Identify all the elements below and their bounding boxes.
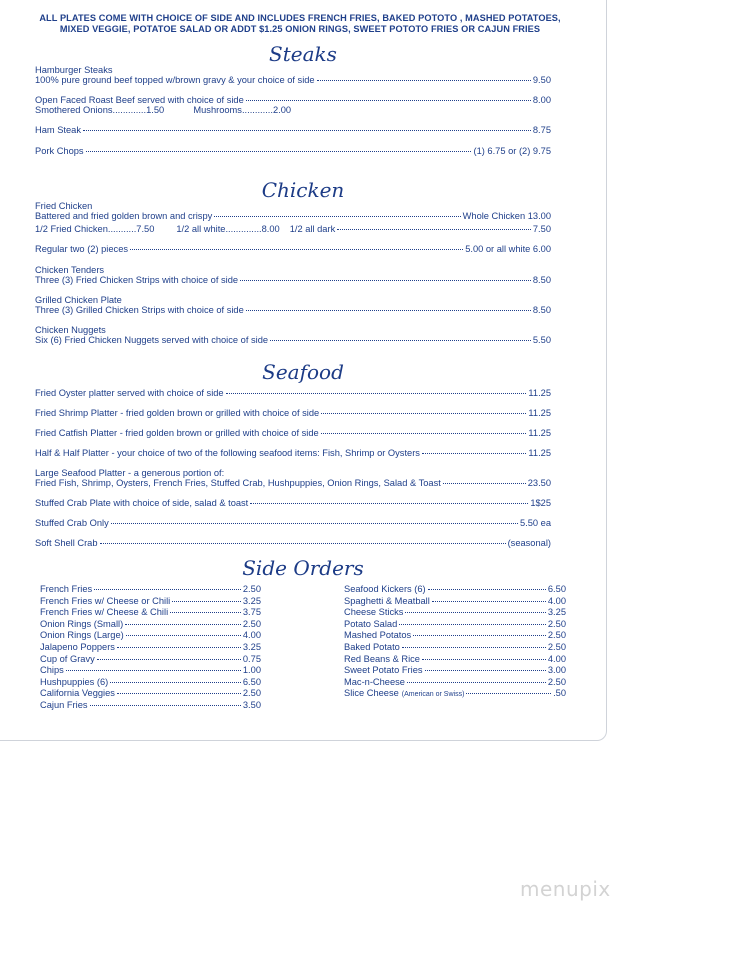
chicken-nuggets-title: Chicken Nuggets [35,325,106,335]
side-order-label: Slice Cheese [344,688,399,699]
side-order-item [344,654,566,665]
dot-leader [83,129,531,131]
item-price: 8.50 [532,305,551,315]
dot-leader [317,79,531,81]
side-order-label: Baked Potato [344,642,400,652]
side-order-label: French Fries w/ Cheese & Chili [40,607,169,618]
side-order-item [40,654,261,665]
menu-item-soft-shell-crab [35,538,551,549]
item-price: 8.50 [532,275,551,285]
side-order-price: 3.50 [242,700,261,710]
side-order-label: Chips [40,665,64,676]
side-order-label: Jalapeno Poppers [40,642,115,652]
side-order-label: Seafood Kickers (6) [344,584,426,594]
dot-leader [413,634,546,636]
item-price: Whole Chicken 13.00 [462,211,551,221]
side-order-price: 2.50 [547,642,566,652]
side-order-price: .50 [553,688,566,699]
item-price: 1$25 [530,498,551,508]
dot-leader [170,611,241,613]
large-seafood-title: Large Seafood Platter - a generous portion of: [35,468,225,478]
dot-leader [246,309,531,311]
dot-leader [321,432,527,434]
side-order-item [344,677,566,688]
menu-item-grilled-chicken [35,305,551,316]
side-order-item [344,584,566,595]
item-label: Stuffed Crab Only [35,518,109,528]
menu-item-half-and-half [35,448,551,459]
side-order-label: Onion Rings (Small) [40,618,124,629]
dot-leader [97,658,241,660]
item-price: 23.50 [527,478,551,488]
item-price: 7.50 [532,224,551,234]
item-desc: Three (3) Grilled Chicken Strips with choice of side [35,305,244,315]
side-order-label: French Fries [40,584,93,594]
item-price: 11.25 [528,428,551,438]
half-fried: 1/2 Fried Chicken...........7.50 [35,224,155,234]
menu-item-fried-catfish [35,428,551,439]
side-order-price: 2.50 [242,618,261,629]
dot-leader [402,646,546,648]
chicken-tenders-title: Chicken Tenders [35,265,105,275]
side-order-item [40,584,261,595]
menu-item-chicken-nuggets [35,335,551,346]
section-heading-side-orders: Side Orders [242,556,364,580]
side-order-item [40,700,261,711]
item-price: 8.75 [532,125,551,135]
menu-item-pork-chops [35,146,551,157]
grilled-chicken-title: Grilled Chicken Plate [35,295,122,305]
dot-leader [466,692,551,694]
mushrooms: Mushrooms............2.00 [193,105,292,115]
smothered-onions: Smothered Onions.............1.50 [35,105,165,115]
side-order-label: Cup of Gravy [40,653,95,664]
menu-item-fried-oyster [35,388,551,399]
dot-leader [422,452,526,454]
side-order-item [40,607,261,618]
side-order-price: 3.75 [242,607,261,618]
side-order-item [40,596,261,607]
side-order-label: French Fries w/ Cheese or Chili [40,595,171,606]
dot-leader [126,634,241,636]
item-label: Pork Chops [35,146,84,156]
side-order-label: Cajun Fries [40,700,88,710]
item-label: Regular two (2) pieces [35,244,129,254]
menu-item-chicken-tenders [35,275,551,286]
menu-header-note [20,13,580,35]
item-desc: Open Faced Roast Beef served with choice of side [35,95,244,105]
side-order-item [40,630,261,641]
side-order-item [40,619,261,630]
dot-leader [321,412,526,414]
dot-leader [443,482,526,484]
item-price: (1) 6.75 or (2) 9.75 [473,146,551,156]
side-order-item [40,677,261,688]
item-price: 11.25 [528,388,551,398]
item-desc: Six (6) Fried Chicken Nuggets served with choice of side [35,335,269,345]
item-price: 5.50 [532,335,551,345]
item-desc: Three (3) Fried Chicken Strips with choice of side [35,275,239,285]
item-price: 9.50 [532,75,551,85]
side-order-item [344,607,566,618]
side-order-price: 4.00 [547,595,566,606]
side-order-price: 6.50 [547,584,566,594]
side-order-item [344,630,566,641]
dot-leader [125,623,241,625]
side-order-price: 3.25 [242,642,261,652]
dot-leader [110,681,241,683]
side-order-item [344,596,566,607]
hamburger-steaks-title: Hamburger Steaks [35,65,113,75]
side-order-price: 3.25 [547,607,566,618]
side-order-item [344,688,566,700]
side-order-label: California Veggies [40,688,115,699]
side-order-item [40,642,261,653]
side-order-price: 2.50 [547,630,566,641]
dot-leader [422,658,546,660]
dot-leader [214,215,460,217]
menu-item-regular-pieces [35,244,551,255]
dot-leader [246,99,531,101]
item-desc: Half & Half Platter - your choice of two of the following seafood items: Fish, Shrimp or Oysters [35,448,420,458]
dot-leader [94,588,241,590]
item-price: 11.25 [528,408,551,418]
side-order-price: 2.50 [547,618,566,629]
dot-leader [226,392,527,394]
menu-item-stuffed-crab-only [35,518,551,529]
fried-chicken-title: Fried Chicken [35,201,93,211]
dot-leader [100,542,506,544]
item-price: 5.00 or all white 6.00 [465,244,551,254]
item-desc: Fried Shrimp Platter - fried golden brown or grilled with choice of side [35,408,320,418]
half-dark: 1/2 all dark [289,224,336,234]
side-order-label: Sweet Potato Fries [344,665,423,676]
dot-leader [66,669,241,671]
side-order-item [40,688,261,699]
side-order-price: 2.50 [242,584,261,594]
item-price: 11.25 [528,448,551,458]
dot-leader [86,150,472,152]
side-order-price: 6.50 [242,676,261,687]
side-order-label: Red Beans & Rice [344,653,420,664]
dot-leader [405,611,545,613]
side-order-price: 4.00 [242,630,261,641]
dot-leader [425,669,546,671]
section-heading-chicken: Chicken [261,178,345,202]
dot-leader [432,600,546,602]
section-heading-steaks: Steaks [269,42,337,66]
dot-leader [250,502,528,504]
watermark: menupix [520,877,611,901]
side-order-price: 0.75 [242,653,261,664]
menu-item-hamburger-steaks [35,75,551,86]
menu-item-fried-shrimp [35,408,551,419]
item-desc: Fried Oyster platter served with choice of side [35,388,224,398]
menu-item-stuffed-crab-plate [35,498,551,509]
item-desc: 100% pure ground beef topped w/brown gravy & your choice of side [35,75,315,85]
item-desc: Fried Catfish Platter - fried golden brown or grilled with choice of side [35,428,319,438]
side-order-item [344,642,566,653]
menu-item-large-seafood [35,478,551,489]
side-order-note: (American or Swiss) [401,691,465,699]
header-line-2: MIXED VEGGIE, POTATOE SALAD OR ADDT $1.25 ONION RINGS, SWEET POTOTO FRIES OR CAJUN FRIES [59,24,541,34]
dot-leader [428,588,546,590]
side-order-item [344,665,566,676]
menu-item-fried-chicken [35,211,551,222]
side-order-item [40,665,261,676]
side-order-label: Cheese Sticks [344,607,404,618]
dot-leader [240,279,531,281]
side-order-label: Mac-n-Cheese [344,676,405,687]
item-label: Ham Steak [35,125,81,135]
dot-leader [337,228,531,230]
item-price: (seasonal) [507,538,551,548]
dot-leader [117,646,241,648]
side-order-label: Mashed Potatos [344,630,412,641]
dot-leader [90,704,241,706]
dot-leader [407,681,546,683]
dot-leader [130,248,463,250]
roast-beef-addons [35,105,291,116]
dot-leader [111,522,518,524]
half-white: 1/2 all white..............8.00 [176,224,280,234]
menu-item-half-chicken [35,224,551,235]
item-price: 5.50 ea [519,518,551,528]
item-label: Soft Shell Crab [35,538,98,548]
header-line-1: ALL PLATES COME WITH CHOICE OF SIDE AND INCLUDES FRENCH FRIES, BAKED POTOTO , MASHED POTATOES, [39,13,561,23]
dot-leader [399,623,546,625]
menu-item-ham-steak [35,125,551,136]
dot-leader [172,600,241,602]
side-order-label: Onion Rings (Large) [40,630,124,641]
item-desc: Stuffed Crab Plate with choice of side, salad & toast [35,498,249,508]
side-order-price: 2.50 [547,676,566,687]
item-desc: Battered and fried golden brown and crispy [35,211,213,221]
item-desc: Fried Fish, Shrimp, Oysters, French Fries, Stuffed Crab, Hushpuppies, Onion Rings, Salad & Toast [35,478,441,488]
side-order-price: 2.50 [242,688,261,699]
item-price: 8.00 [532,95,551,105]
side-order-price: 1.00 [242,665,261,676]
dot-leader [117,692,241,694]
side-order-price: 3.00 [547,665,566,676]
side-order-label: Hushpuppies (6) [40,676,109,687]
section-heading-seafood: Seafood [262,360,344,384]
side-order-label: Spaghetti & Meatball [344,595,430,606]
side-order-price: 4.00 [547,653,566,664]
side-order-price: 3.25 [242,595,261,606]
dot-leader [270,339,531,341]
side-order-item [344,619,566,630]
side-order-label: Potato Salad [344,618,398,629]
